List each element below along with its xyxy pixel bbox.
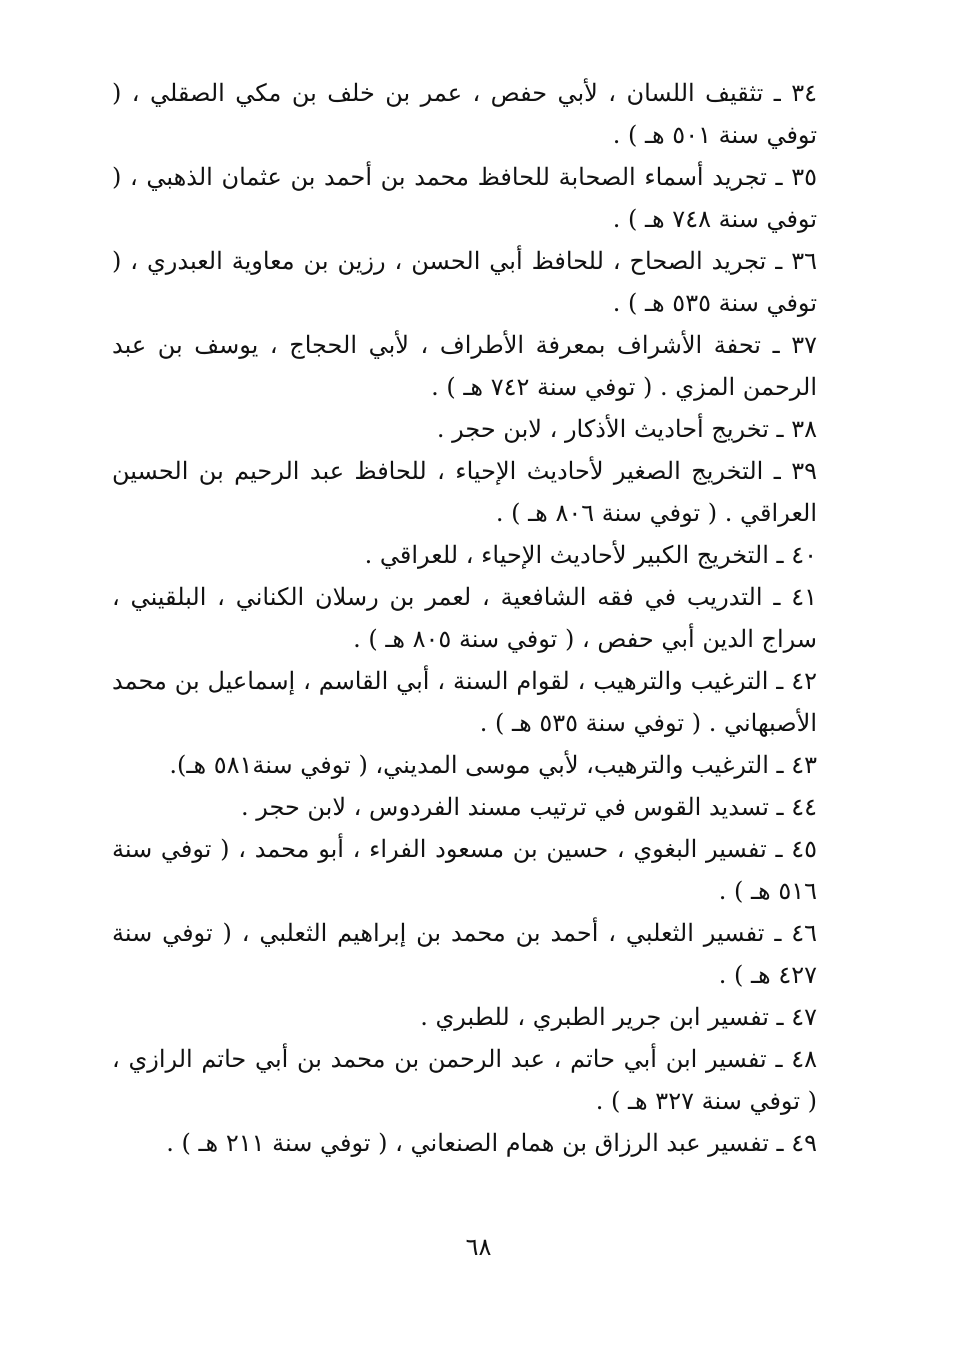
reference-entry	[112, 912, 817, 996]
entry-text: تجريد الصحاح ، للحافظ أبي الحسن ، رزين بن معاوية العبدري ، ( توفي سنة ٥٣٥ هـ ) .	[112, 247, 817, 317]
reference-entry	[112, 744, 817, 786]
reference-list	[112, 72, 817, 1164]
entry-separator: ـ	[776, 1003, 784, 1031]
reference-entry	[112, 786, 817, 828]
entry-separator: ـ	[776, 793, 784, 821]
reference-entry	[112, 828, 817, 912]
entry-separator: ـ	[772, 331, 780, 359]
entry-number: ٤١	[791, 583, 817, 611]
reference-entry	[112, 996, 817, 1038]
reference-entry	[112, 450, 817, 534]
entry-separator: ـ	[774, 919, 782, 947]
reference-entry	[112, 240, 817, 324]
entry-text: تسديد القوس في ترتيب مسند الفردوس ، لابن حجر .	[240, 793, 769, 821]
entry-number: ٤٥	[791, 835, 817, 863]
reference-entry	[112, 72, 817, 156]
entry-text: تفسير ابن جرير الطبري ، للطبري .	[420, 1003, 769, 1031]
entry-number: ٤٠	[791, 541, 817, 569]
entry-separator: ـ	[776, 751, 784, 779]
entry-separator: ـ	[776, 415, 784, 443]
entry-number: ٤٨	[791, 1045, 817, 1073]
entry-text: تفسير عبد الرزاق بن همام الصنعاني ، ( توفي سنة ٢١١ هـ ) .	[166, 1129, 769, 1157]
entry-separator: ـ	[776, 541, 784, 569]
entry-number: ٤٧	[791, 1003, 817, 1031]
entry-text: الترغيب والترهيب ، لقوام السنة ، أبي القاسم ، إسماعيل بن محمد الأصبهاني . ( توفي سنة ٥٣٥ هـ ) .	[112, 667, 817, 737]
entry-text: التخريج الكبير لأحاديث الإحياء ، للعراقي .	[364, 541, 769, 569]
entry-separator: ـ	[775, 835, 783, 863]
reference-entry	[112, 660, 817, 744]
reference-entry	[112, 408, 817, 450]
entry-number: ٤٦	[791, 919, 817, 947]
entry-number: ٤٣	[791, 751, 817, 779]
reference-entry	[112, 1122, 817, 1164]
entry-text: تفسير البغوي ، حسين بن مسعود الفراء ، أبو محمد ، ( توفي سنة ٥١٦ هـ ) .	[112, 835, 817, 905]
page-number: ٦٨	[465, 1233, 492, 1261]
entry-text: تثقيف اللسان ، لأبي حفص ، عمر بن خلف بن مكي الصقلي ، ( توفي سنة ٥٠١ هـ ) .	[112, 79, 817, 149]
entry-text: تفسير ابن أبي حاتم ، عبد الرحمن بن محمد بن أبي حاتم الرازي ، ( توفي سنة ٣٢٧ هـ ) .	[112, 1045, 817, 1115]
reference-entry	[112, 1038, 817, 1122]
entry-number: ٤٢	[791, 667, 817, 695]
entry-number: ٤٤	[791, 793, 817, 821]
entry-number: ٣٧	[791, 331, 817, 359]
entry-number: ٣٩	[791, 457, 817, 485]
entry-separator: ـ	[775, 247, 783, 275]
reference-entry	[112, 576, 817, 660]
entry-separator: ـ	[773, 583, 781, 611]
entry-number: ٣٨	[791, 415, 817, 443]
entry-number: ٣٤	[791, 79, 817, 107]
entry-text: التدريب في فقه الشافعية ، لعمر بن رسلان الكناني ، البلقيني ، سراج الدين أبي حفص ، ( توفي سنة ٨٠٥ هـ ) .	[112, 583, 817, 653]
entry-text: التخريج الصغير لأحاديث الإحياء ، للحافظ عبد الرحيم بن الحسين العراقي . ( توفي سنة ٨٠٦ هـ ) .	[112, 457, 817, 527]
entry-separator: ـ	[775, 1045, 783, 1073]
reference-entry	[112, 324, 817, 408]
entry-text: تخريج أحاديث الأذكار ، لابن حجر .	[436, 415, 769, 443]
entry-number: ٣٥	[791, 163, 817, 191]
entry-text: تجريد أسماء الصحابة للحافظ محمد بن أحمد بن عثمان الذهبي ، ( توفي سنة ٧٤٨ هـ ) .	[112, 163, 817, 233]
entry-separator: ـ	[776, 667, 784, 695]
reference-entry	[112, 156, 817, 240]
entry-separator: ـ	[776, 1129, 784, 1157]
entry-number: ٣٦	[791, 247, 817, 275]
entry-text: تحفة الأشراف بمعرفة الأطراف ، لأبي الحجاج ، يوسف بن عبد الرحمن المزي . ( توفي سنة ٧٤٢ هـ ) .	[112, 331, 817, 401]
entry-separator: ـ	[773, 457, 781, 485]
reference-entry	[112, 534, 817, 576]
entry-separator: ـ	[773, 79, 781, 107]
entry-number: ٤٩	[791, 1129, 817, 1157]
entry-separator: ـ	[775, 163, 783, 191]
entry-text: تفسير الثعلبي ، أحمد بن محمد بن إبراهيم الثعلبي ، ( توفي سنة ٤٢٧ هـ ) .	[112, 919, 817, 989]
entry-text: الترغيب والترهيب، لأبي موسى المديني، ( توفي سنة٥٨١ هـ).	[169, 751, 769, 779]
